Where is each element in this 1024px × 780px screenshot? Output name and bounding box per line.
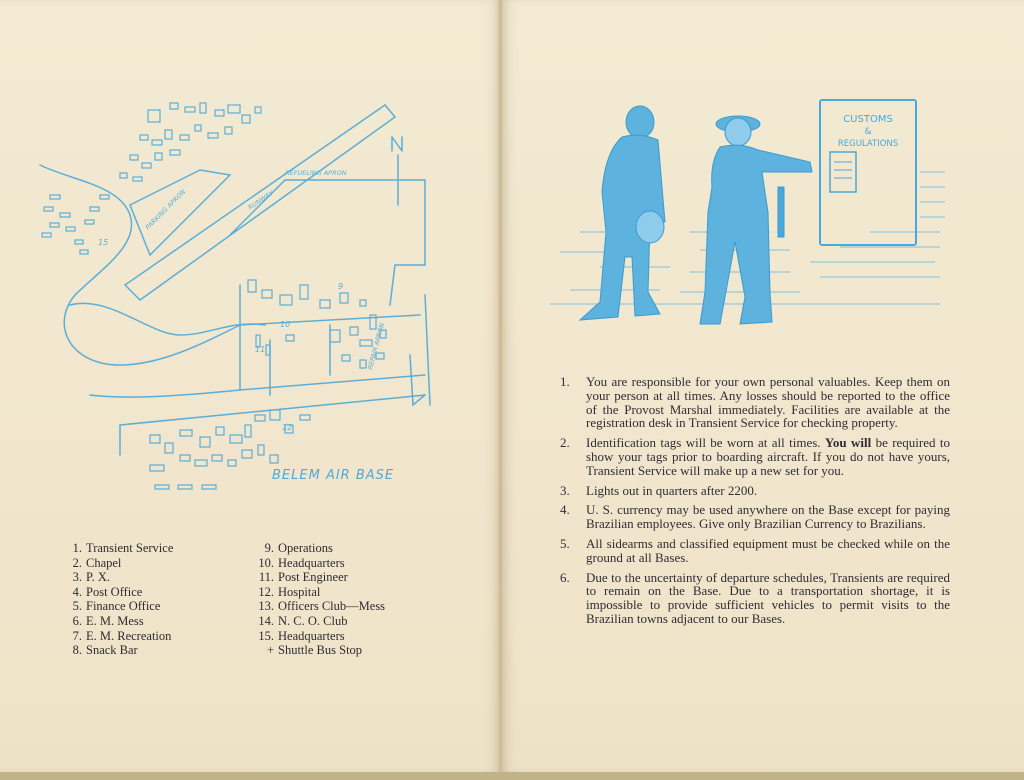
rules-list xyxy=(560,375,950,632)
rule-item: 3. Lights out in quarters after 2200. xyxy=(560,482,758,498)
base-map xyxy=(30,95,450,505)
legend-item: 2. Chapel xyxy=(72,555,122,570)
legend-item: 5. Finance Office xyxy=(72,599,161,614)
repair-apron-label: REPAIR APRON xyxy=(366,322,387,371)
legend-item: 3. P. X. xyxy=(72,570,110,585)
rule-item: 1. You are responsible for your own personal valuables. Keep them on your person at all times. Any losses should be reported to the office of the Provost Marshal immediately. Facilities are available at the registration desk in Transient Service for checking property. xyxy=(560,374,950,431)
sign-text-regulations: REGULATIONS xyxy=(837,139,899,149)
sign-text-ampersand: & xyxy=(864,127,872,137)
svg-text:12: 12 xyxy=(282,423,293,432)
customs-illustration-drawing xyxy=(540,92,950,347)
map-caption: BELEM AIR BASE xyxy=(272,468,395,483)
legend-item: 8. Snack Bar xyxy=(72,643,138,658)
mp-figure xyxy=(700,116,812,324)
legend-item: 7. E. M. Recreation xyxy=(72,628,172,643)
parking-apron-shape xyxy=(130,170,230,255)
page-bottom-edge xyxy=(0,772,1024,780)
main-road xyxy=(40,165,420,365)
rule-item: 2. Identification tags will be worn at all times. You will be required to show your tags prior to boarding aircraft. If you do not have yours, Transient Service will make up a new set for you. xyxy=(560,435,950,478)
base-map-drawing xyxy=(30,95,450,505)
legend-item: + Shuttle Bus Stop xyxy=(266,643,363,658)
lower-road xyxy=(90,375,425,397)
legend-item: 10. Headquarters xyxy=(258,555,345,570)
legend-item: 6. E. M. Mess xyxy=(72,613,144,628)
svg-text:15: 15 xyxy=(98,238,109,247)
customs-illustration xyxy=(540,92,950,347)
legend-item: 11. Post Engineer xyxy=(258,570,348,585)
legend-item: 14. N. C. O. Club xyxy=(258,613,348,628)
legend-item: 9. Operations xyxy=(264,541,333,555)
sign-text-customs: CUSTOMS xyxy=(843,114,893,125)
svg-text:10: 10 xyxy=(280,320,291,329)
legend-item: 1. Transient Service xyxy=(72,541,174,555)
legend-item: 12. Hospital xyxy=(258,584,321,599)
svg-text:9: 9 xyxy=(338,282,344,291)
legend-item: 13. Officers Club—Mess xyxy=(258,599,386,614)
rule-item: 6. Due to the uncertainty of departure schedules, Transients are required to remain on the Base. Due to a transportation shortage, it is impossible to provide sufficient vehicles to permit visits to the Brazilian towns adjacent to our Bases. xyxy=(560,569,950,626)
legend-item: 4. Post Office xyxy=(72,584,143,599)
parking-apron-label: PARKING APRON xyxy=(143,187,188,232)
legend-item: 15. Headquarters xyxy=(258,628,345,643)
legend-column-1 xyxy=(62,541,242,658)
rule-item: 5. All sidearms and classified equipment must be checked while on the ground at all Bases. xyxy=(560,535,950,565)
refueling-apron-label: REFUELING APRON xyxy=(285,169,347,177)
soldier-figure xyxy=(580,106,665,320)
rule-item: 4. U. S. currency may be used anywhere on the Base except for paying Brazilian employees. Give only Brazilian Currency to Brazilians. xyxy=(560,502,950,532)
svg-text:11: 11 xyxy=(255,345,266,354)
runway-label: RUNWAY xyxy=(246,188,275,212)
legend-column-2 xyxy=(248,541,448,658)
left-page xyxy=(0,0,500,772)
